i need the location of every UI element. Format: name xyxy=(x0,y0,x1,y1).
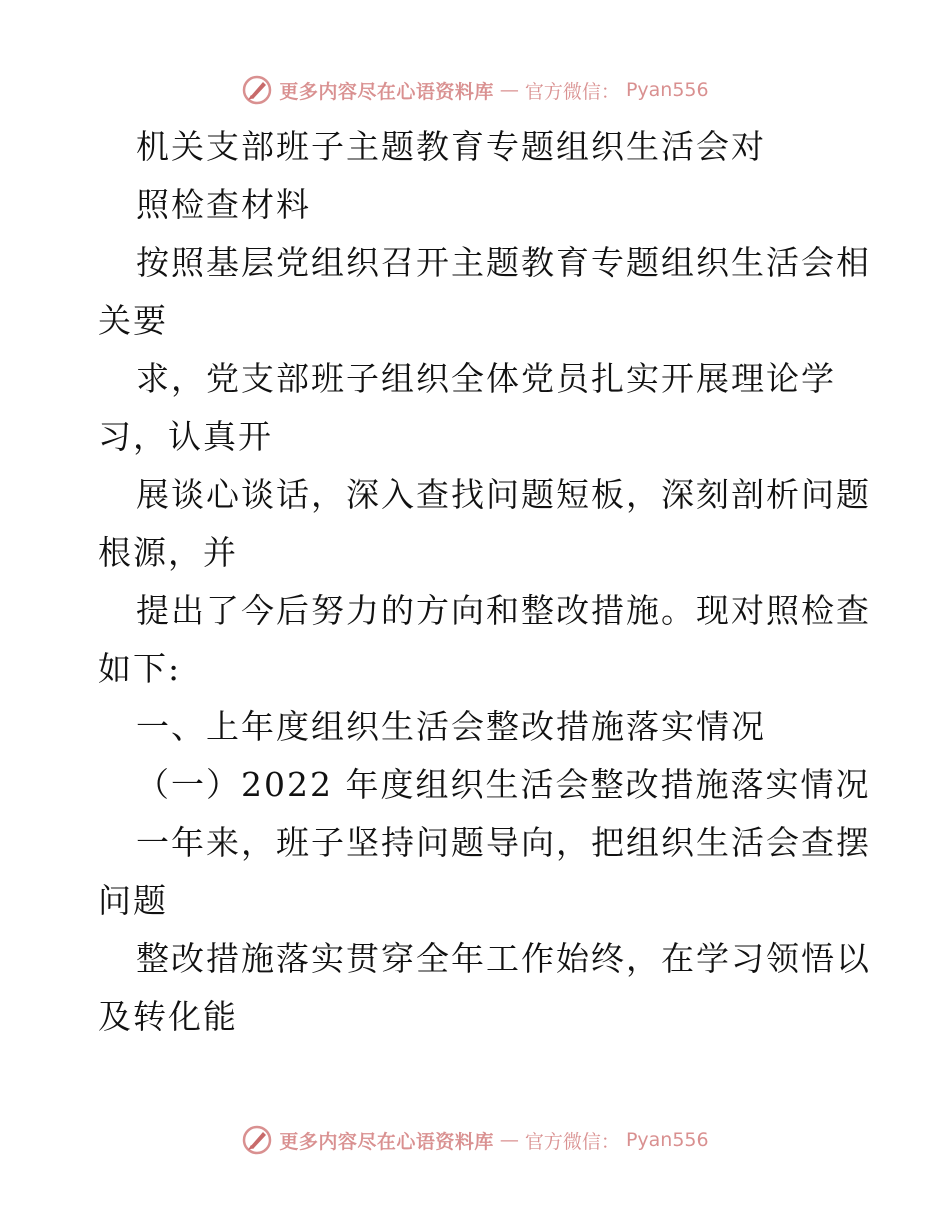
paragraph-line: 求，党支部班子组织全体党员扎实开展理论学 xyxy=(136,359,836,398)
doc-title-line-1: 机关支部班子主题教育专题组织生活会对 xyxy=(136,127,766,166)
header-watermark xyxy=(0,72,950,108)
paragraph-line: 按照基层党组织召开主题教育专题组织生活会相 xyxy=(136,243,871,282)
watermark-wechat-id: Pyan556 xyxy=(625,1129,709,1151)
document-body xyxy=(98,118,871,1046)
paragraph-line: 习，认真开 xyxy=(98,417,273,456)
watermark-dash: — xyxy=(499,1129,519,1151)
watermark-site-text: 更多内容尽在心语资料库 xyxy=(279,80,494,103)
paragraph-line: 整改措施落实贯穿全年工作始终，在学习领悟以 xyxy=(136,939,871,978)
paragraph-line: 关要 xyxy=(98,301,168,340)
watermark-official-label: 官方微信： xyxy=(524,1130,620,1153)
watermark-dash: — xyxy=(499,79,519,101)
paragraph-line: 如下: xyxy=(98,649,182,688)
quill-pen-logo-icon xyxy=(241,74,273,106)
doc-title-line-2: 照检查材料 xyxy=(136,185,311,224)
paragraph-line: 展谈心谈话，深入查找问题短板，深刻剖析问题 xyxy=(136,475,871,514)
section-heading: 一、上年度组织生活会整改措施落实情况 xyxy=(136,707,766,746)
quill-pen-logo-icon xyxy=(241,1124,273,1156)
paragraph-line: 一年来，班子坚持问题导向，把组织生活会查摆 xyxy=(136,823,871,862)
paragraph-line: 及转化能 xyxy=(98,997,238,1036)
footer-watermark xyxy=(0,1122,950,1158)
watermark-site-text: 更多内容尽在心语资料库 xyxy=(279,1130,494,1153)
paragraph-line: 根源，并 xyxy=(98,533,238,572)
paragraph-line: 提出了今后努力的方向和整改措施。现对照检查 xyxy=(136,591,871,630)
watermark-official-label: 官方微信： xyxy=(524,80,620,103)
watermark-wechat-id: Pyan556 xyxy=(625,79,709,101)
subsection-heading: （一）2022 年度组织生活会整改措施落实情况 xyxy=(136,765,871,804)
paragraph-line: 问题 xyxy=(98,881,168,920)
